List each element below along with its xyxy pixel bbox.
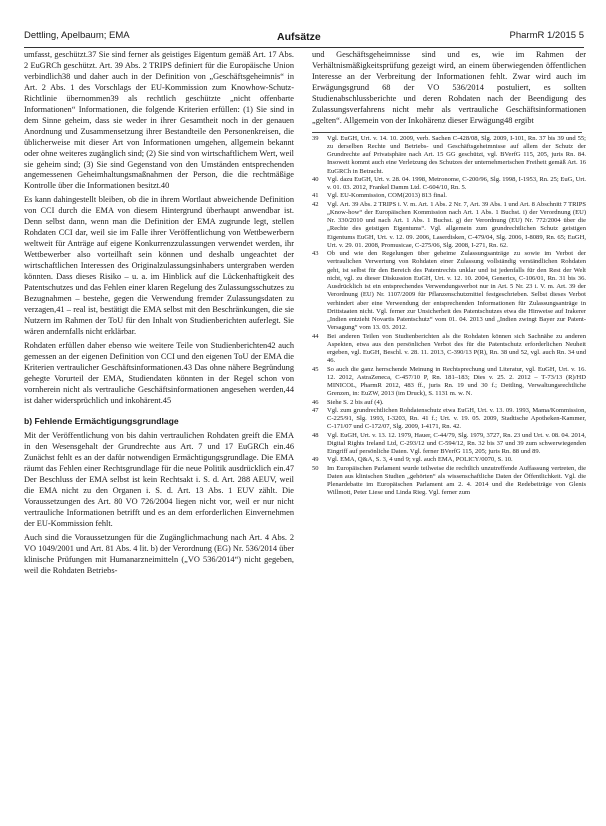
footnote-text: So auch die ganz herrschende Meinung in Rechtsprechung und Literatur, vgl. EuGH, Urt. v. 16. 12. 2012, AstraZeneca, C‑457/10 P, Rn. 181–183; Dies v. 25. 2. 2012 – T‑73/13 (R)/HD MINICOL, PharmR 2012, 483 ff., juris Rn. 19 und 30 f.; Dettling, Verwaltungsrechtliche Grenzen, in: EuZW, 2013 (im Druck), S. 1131 m. w. N. [327, 365, 586, 398]
body-paragraph: Es kann dahingestellt bleiben, ob die in ihrem Wortlaut abweichende Definition von CCI durch die EMA von diesem Hintergrund überhaupt anwendbar ist. Denn selbst dann, wenn man die Definition der EMA zugrunde legt, stellen Rohdaten CCI dar, weil sie im Falle ihrer Veröffentlichung von Wettbewerbern weltweit für Anträge auf eigene Konkurrenzzulassungen verwendet werden, ihr Wettbewerber also vorteilhaft sein können und deshalb ungeachtet der wirtschaftlichen Interessen des Originalzulassungsinhabers untergraben werden könnten. Dass dieses Risiko – u. a. im Hinblick auf die Lückenhaftigkeit des Patentschutzes und das Fehlen einer klaren Regelung des Zulassungsschutzes zu Bezugnahmen – bestehe, gegen die Verwendung fremder Zulassungsdaten zu verzagen,41 – real ist, bestätigt die EMA selbst mit den Beschränkungen, die sie Nutzern im Rahmen der ToU für den Inhalt von Studienberichten auferlegt. Sie wären andernfalls nicht erklärbar. [24, 195, 294, 336]
page-header [24, 28, 584, 46]
footnote-item [312, 176, 586, 193]
footnote-rule [312, 132, 582, 133]
footnote-item [312, 399, 586, 407]
footnote-text: Vgl. EuGH, Urt. v. 14. 10. 2009, verb. Sachen C‑428/08, Slg. 2009, I‑101, Rn. 37 bis 39 und 55; zu derselben Rechte und Betriebs- und Geschäftsgeheimnisse auf allem der Schutz der Grundrechte auf Privatsphäre nach Art. 15 GG geschützt, vgl. BVerfG 115, 205, juris Rn. 84. Insoweit kommt auch eine Verletzung des Schutzes der unternehmerischen Freiheit gemäß Art. 16 EuGRCh in Betracht. [327, 134, 586, 175]
body-paragraph: Rohdaten erfüllen daher ebenso wie weitere Teile von Studienberichten42 auch gemessen an der eigenen Definition von CCI und den eigenen ToU der EMA die Kriterien vertraulicher Geschäftsinformationen.43 Das ohne nähere Begründung gehegte Vorurteil der EMA, Studiendaten könnten in der Regel schon von vornherein nicht als vertrauliche Geschäftsinformationen angesehen werden,44 ist daher widersprüchlich und inkohärent.45 [24, 340, 294, 405]
footnote-text: Vgl. EU-Kommission, COM(2013) 813 final. [327, 192, 447, 200]
footnote-list [312, 135, 586, 498]
footnote-item [312, 432, 586, 457]
footnote-text: Vgl. Art. 39 Abs. 2 TRIPS i. V. m. Art. 1 Abs. 2 Nr. 7, Art. 39 Abs. 1 und Art. 8 Abschnitt 7 TRIPS „Know-how“ der Europäischen Kommission nach Art. 1 Abs. 1 Buchst. i) der Verordnung (EU) Nr. 330/2010 und nach Art. 1 Abs. 1 Buchst. g) der Verordnung (EU) Nr. 772/2004 über die „Rechte des geistigen Eigentums“. Vgl. allgemein zum grundrechtlichen Schutz geistigen Eigentums EuGH, Urt. v. 12. 09. 2006, Laserdisken, C‑479/04, Slg. 2006, I‑8089, Rn. 65; EuGH, Urt. v. 29. 01. 2008, Promusicae, C‑275/06, Slg. 2008, I‑271, Rn. 62. [327, 200, 586, 249]
right-column [312, 50, 586, 498]
footnote-item [312, 465, 586, 498]
footnote-number: 47 [312, 406, 319, 414]
section-heading: b) Fehlende Ermächtigungsgrundlage [24, 415, 179, 426]
body-paragraph: und Geschäftsgeheimnisse sind und es, wie im Rahmen der Verhältnismäßigkeitsprüfung gezeigt wird, an einem überwiegenden öffentlichen Interesse an der Verbreitung der Informationen fehlt. Zwar wird auch im Erwägungsgrund 68 der VO 536/2014 postuliert, es sollten Studienabschlussberichte und deren Rohdaten nach der Beendigung des Zulassungsverfahrens nicht mehr als vertrauliche Geschäftsinformationen „gelten“. Allgemein von der Inkohärenz dieser Erwägung48 ergibt [312, 50, 586, 125]
body-paragraph: umfasst, geschützt.37 Sie sind ferner als geistiges Eigentum gemäß Art. 17 Abs. 2 EuGRCh geschützt. Art. 39 Abs. 2 TRIPS definiert für die Europäische Union verbindlich38 und daher auch in der Definition von „Geschäftsgeheimnis“ in Art. 2 Abs. 1 des Vorschlags der EU-Kommission zum Knowhow-Schutz-Richtlinie übernommen39 als rechtlich geschützte „nicht offenbarte Informationen“ Informationen, die folgende Kriterien erfüllen: (1) Sie sind in dem Sinne geheim, dass sie weder in ihrer Gesamtheit noch in der genauen Anordnung und Zusammensetzung ihrer Bestandteile den Personenkreisen, die üblicherweise mit dieser Art von Informationen umgehen, allgemein bekannt oder ohne weiteres zugänglich sind; (2) Sie sind von wirtschaftlichem Wert, weil sie geheim sind; (3) Sie sind Gegenstand von den Umständen entsprechenden angemessenen Geheimhaltungsmaßnahmen der Person, die die rechtmäßige Kontrolle über die Informationen besitzt.40 [24, 50, 294, 191]
footnote-item [312, 192, 586, 200]
footnote-number: 48 [312, 431, 319, 439]
footnote-number: 39 [312, 134, 319, 142]
footnote-item [312, 333, 586, 366]
left-column [24, 50, 294, 577]
footnote-text: Siehe S. 2 bis auf (4). [327, 398, 384, 406]
footnote-number: 50 [312, 464, 319, 472]
footnote-text: Ob und wie den Regelungen über geheime Zulassungsanträge zu sowie im Verbot der vertraulichen Verwertung von Rohdaten einer Zulassung vollständig verständlichen Rohdaten geht, ist selbst für den Bereich des Patentrechts unklar und ist jedenfalls für den Rest der Welt nicht, vgl. zu dieser Diskussion EuGH, Urt. v. 12. 10. 2004, Generics, C‑106/01, Rn. 31 bis 36. Ausdrücklich ist ein entsprechendes Verwendungsverbot nur in Art. 5 Nr. 23 i. V. m. Art. 39 der Verordnung (EU) Nr. 1107/2009 für Pflanzenschutzmittel festgeschrieben. Selbst dieses Verbot verhindert aber eine Verwendung der entsprechenden Informationen für Zulassungsanträge in Drittstaaten nicht. Vgl. ferner zur Unsicherheit des Patentschutzes etwa die Hinweise auf Irakerer „Indien entzieht Novartis Patentschutz“ vom 01. 04. 2013 und „Indien zwingt Bayer zur Patent-Versagung“ vom 13. 03. 2012. [327, 250, 586, 332]
header-rule [24, 47, 584, 48]
footnote-number: 41 [312, 192, 319, 200]
footnote-text: Vgl. dazu EuGH, Urt. v. 28. 04. 1998, Metronome, C‑200/96, Slg. 1998, I‑1953, Rn. 25; EuG, Urt. v. 01. 03. 2012, Frankel Damm Ltd. C‑604/10, Rn. 5. [327, 175, 586, 192]
body-paragraph: Mit der Veröffentlichung von bis dahin vertraulichen Rohdaten greift die EMA in den Wesensgehalt der Grundrechte aus Art. 7 und 17 EuGRCh ein.46 Zunächst fehlt es an der dafür notwendigen Ermächtigungsgrundlage. Die EMA räumt das Fehlen einer Rechtsgrundlage für die neue Politik ausdrücklich ein.47 Der Beschluss der EMA selbst ist kein Rechtsakt i. S. d. Art. 288 AEUV, weil die EMA nicht zu den Organen i. S. d. Art. 13 Abs. 1 EUV zählt. Die Voraussetzungen des Art. 80 VO 726/2004 liegen nicht vor, weil er nur nicht vertrauliche Informationen betrifft und es an dem erforderlichen Einvernehmen der EU-Kommission fehlt. [24, 431, 294, 529]
footnote-number: 42 [312, 200, 319, 208]
footnote-text: Vgl. EuGH, Urt. v. 13. 12. 1979, Hauer, C‑44/79, Slg. 1979, 3727, Rn. 23 und Urt. v. 08. 04. 2014, Digital Rights Ireland Ltd, C‑293/12 und C‑594/12, Rn. 32 bis 37 und 39 zum schwerwiegenden Eingriff auf persönliche Daten. Vgl. ferner BVerfG 115, 205; juris Rn. 88 und 89. [327, 431, 586, 456]
footnote-number: 44 [312, 332, 319, 340]
footnote-item [312, 407, 586, 432]
footnote-item [312, 135, 586, 176]
footnote-number: 40 [312, 175, 319, 183]
running-head-page: PharmR 1/2015 5 [509, 30, 584, 41]
footnote-text: Im Europäischen Parlament wurde teilweise die rechtlich unzutreffende Auffassung vertreten, die Daten aus klinischen Studien „gehörten“ als wissenschaftliche Daten der Öffentlichkeit. Vgl. die Plenardebatte im Europäischen Parlament am 2. 4. 2014 und die Redebeiträge von Glenis Willmott, Peter Liese und Linda Rieg. Vgl. ferner zum [327, 464, 586, 497]
footnote-number: 43 [312, 250, 319, 258]
footnote-number: 49 [312, 456, 319, 464]
running-head-authors: Dettling, Apelbaum; EMA [24, 30, 130, 41]
body-paragraph: Auch sind die Voraussetzungen für die Zugänglichmachung nach Art. 4 Abs. 2 VO 1049/2001 und Art. 81 Abs. 4 lit. b) der Verordnung (EG) Nr. 536/2014 über klinische Prüfungen mit Humanarzneimitteln („VO 536/2014“) nicht gegeben, weil die Rohdaten Betriebs- [24, 533, 294, 575]
footnote-text: Vgl. EMA, Q&A, S. 3, 4 und 9; vgl. auch EMA, POLICY/0070, S. 10. [327, 456, 513, 464]
running-head-section: Aufsätze [277, 31, 321, 43]
footnote-item [312, 456, 586, 464]
footnote-item [312, 366, 586, 399]
footnote-item [312, 201, 586, 251]
footnote-number: 45 [312, 365, 319, 373]
footnote-text: Vgl. zum grundrechtlichen Rohdatenschutz etwa EuGH, Urt. v. 13. 09. 1993, Mama/Kommission, C‑225/91, Slg. 1993, I‑3203, Rn. 41 f.; Urt. v. 19. 05. 2009, Stadtische Apotheken-Kammer, C‑171/07 und C‑172/07, Slg. 2009, I‑4171, Rn. 42. [327, 406, 586, 431]
footnote-item [312, 250, 586, 333]
footnote-text: Bei anderen Teilen von Studienberichten als die Rohdaten können sich Sachnähe zu anderen Aspekten, etwa aus den persönlichen Verbot des für die Patentschutz erforderlichen Neuheit ergeben, vgl. EuGH, Beschl. v. 28. 11. 2013, C‑390/13 P(R), Rn. 38 und 52, vgl. auch Rn. 34 und 46. [327, 332, 586, 365]
footnote-number: 46 [312, 398, 319, 406]
